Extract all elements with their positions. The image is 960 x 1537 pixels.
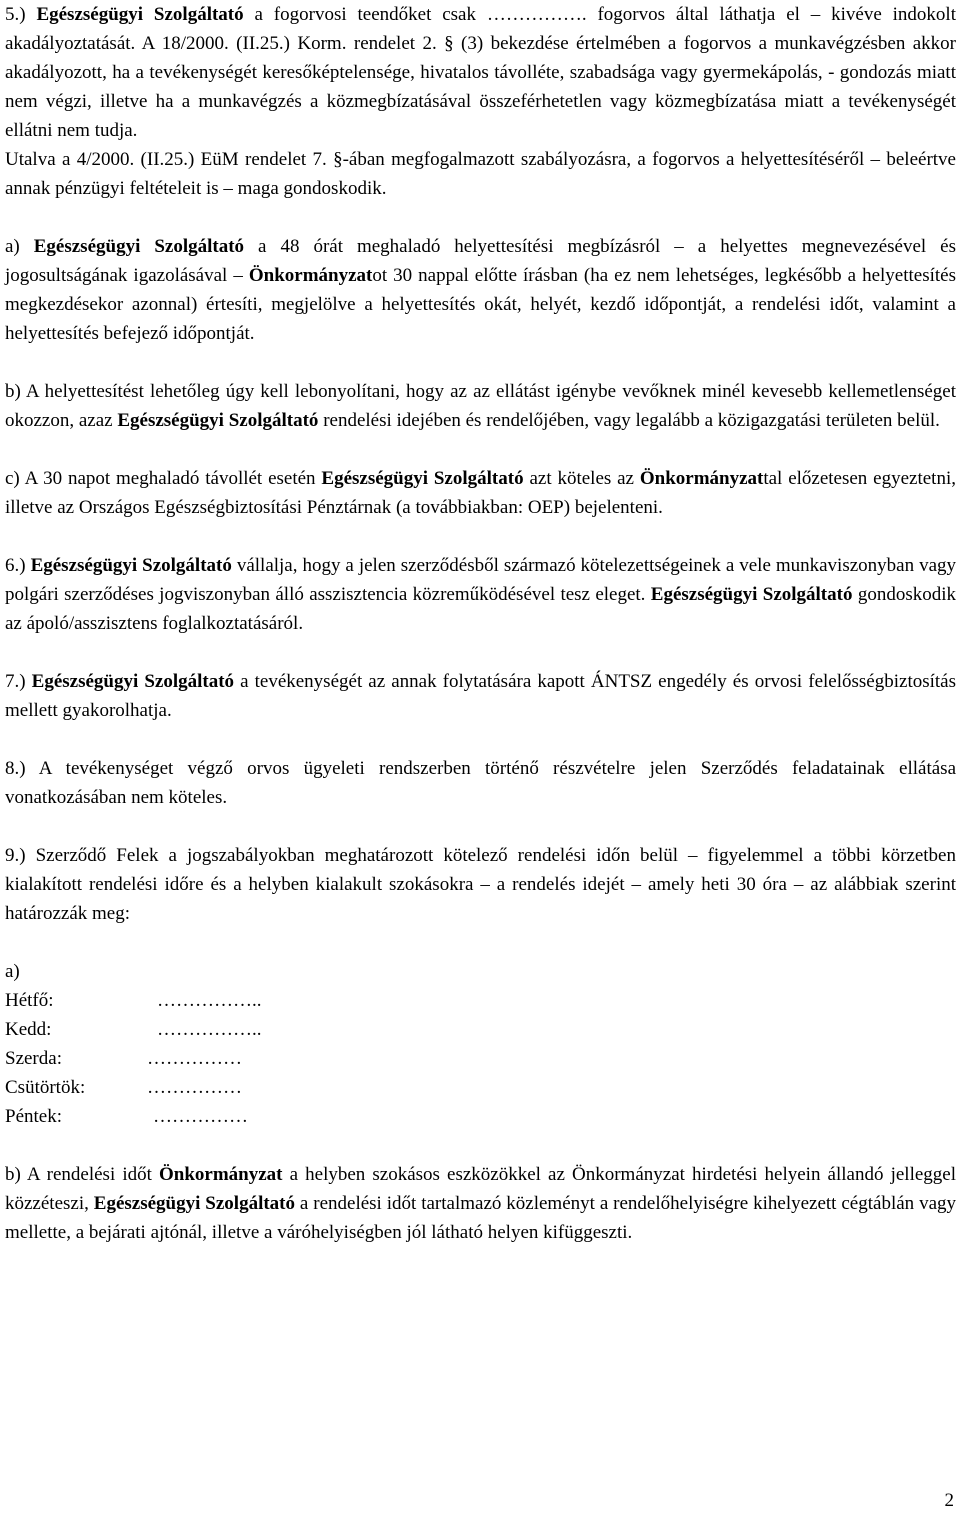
paragraph-5a — [5, 232, 956, 348]
text-run: 8.) A tevékenységet végző orvos ügyeleti rendszerben történő részvételre jelen Szerződés feladatainak ellátása vonatkozásában nem köteles. — [5, 758, 956, 808]
paragraph-5-reference — [5, 145, 956, 203]
text-run: 6.) — [5, 555, 31, 576]
text-run: a) — [5, 236, 34, 257]
schedule-day: Szerda: — [5, 1048, 62, 1069]
text-run: gondoskodik az ápoló/asszisztens foglalkoztatásáról. — [5, 584, 956, 634]
bold-term: Önkormányzat — [639, 468, 764, 489]
schedule-time-blank: …………….. — [157, 1019, 262, 1040]
text-run: c) A 30 napot meghaladó távollét esetén — [5, 468, 322, 489]
schedule-time-blank: …………… — [147, 1048, 242, 1069]
text-run: rendelési idejében és rendelőjében, vagy legalább a közigazgatási területen belül. — [318, 410, 940, 431]
paragraph-5c — [5, 464, 956, 522]
schedule-row — [5, 1102, 956, 1131]
schedule-time-blank: …………….. — [157, 990, 262, 1011]
bold-term: Egészségügyi Szolgáltató — [36, 4, 244, 25]
text-run: 9.) Szerződő Felek a jogszabályokban meghatározott kötelező rendelési időn belül – figyelemmel a többi körzetben kialakított rendelési időre és a helyben kialakult szokásokra – a rendelés idejét – amely heti 30 óra – az alábbiak szerint határozzák meg: — [5, 845, 956, 924]
bold-term: Egészségügyi Szolgáltató — [31, 671, 235, 692]
paragraph-7 — [5, 667, 956, 725]
schedule-row — [5, 1044, 956, 1073]
text-run: 5.) — [5, 4, 37, 25]
text-run: b) A helyettesítést lehetőleg úgy kell lebonyolítani, hogy az az ellátást igénybe vevőknek minél kevesebb kellemetlenséget okozzon, azaz — [5, 381, 956, 431]
paragraph-6 — [5, 551, 956, 638]
schedule-day: Péntek: — [5, 1106, 62, 1127]
text-run: Utalva a 4/2000. (II.25.) EüM rendelet 7. §-ában megfogalmazott szabályozásra, a fogorvos a helyettesítéséről – beleértve annak pénzügyi feltételeit is – maga gondoskodik. — [5, 149, 956, 199]
schedule-time-blank: …………… — [153, 1106, 248, 1127]
text-run: 7.) — [5, 671, 32, 692]
schedule-day: Hétfő: — [5, 990, 54, 1011]
bold-term: Egészségügyi Szolgáltató — [650, 584, 853, 605]
schedule-row — [5, 1015, 956, 1044]
text-run: a helyben szokásos eszközökkel az Önkormányzat hirdetési helyein állandó jelleggel közzéteszi, — [5, 1164, 956, 1214]
text-run: azt köteles az — [523, 468, 640, 489]
page-number: 2 — [944, 1490, 954, 1511]
schedule-day: Csütörtök: — [5, 1077, 86, 1098]
schedule-list — [5, 986, 956, 1131]
bold-term: Önkormányzat — [248, 265, 373, 286]
paragraph-8 — [5, 754, 956, 812]
schedule-time-blank: …………… — [147, 1077, 242, 1098]
text-run: a fogorvosi teendőket csak ……………. fogorvos által láthatja el – kivéve indokolt akadályoztatását. A 18/2000. (II.25.) Korm. rendelet 2. § (3) bekezdése értelmében a fogorvos a munkavégzésben akkor akadályozott, ha a tevékenységét keresőképtelensége, hivatalos távolléte, szabadsága vagy gyermekápolás, - gondozás miatt nem végzi, illetve ha a munkavégzés a közmegbízatásával összeférhetetlen vagy közmegbízatása miatt a tevékenységét ellátni nem tudja. — [5, 4, 956, 141]
text-run: a tevékenységét az annak folytatására kapott ÁNTSZ engedély és orvosi felelősségbiztosítás mellett gyakorolhatja. — [5, 671, 957, 721]
bold-term: Egészségügyi Szolgáltató — [117, 410, 319, 431]
paragraph-9b — [5, 1160, 956, 1247]
schedule-row — [5, 1073, 956, 1102]
bold-term: Egészségügyi Szolgáltató — [33, 236, 245, 257]
text-run: vállalja, hogy a jelen szerződésből származó kötelezettségeinek a vele munkaviszonyban vagy polgári szerződéses jogviszonyban álló asszisztencia közreműködésével tesz eleget. — [5, 555, 957, 605]
text-run: tal előzetesen egyeztetni, illetve az Országos Egészségbiztosítási Pénztárnak (a továbbiakban: OEP) bejelenteni. — [5, 468, 956, 518]
paragraph-5 — [5, 0, 956, 145]
schedule-label: a) — [5, 961, 20, 982]
bold-term: Egészségügyi Szolgáltató — [321, 468, 524, 489]
paragraph-5b — [5, 377, 956, 435]
document-page — [5, 0, 956, 1247]
text-run: ot 30 nappal előtte írásban (ha ez nem lehetséges, legkésőbb a helyettesítés megkezdésekor azonnal) értesíti, megjelölve a helyettesítés okát, helyét, kezdő időpontját, a rendelési időt, valamint a helyettesítés befejező időpontját. — [5, 265, 957, 344]
text-run: b) A rendelési időt — [5, 1164, 159, 1185]
bold-term: Egészségügyi Szolgáltató — [93, 1193, 296, 1214]
text-run: a 48 órát meghaladó helyettesítési megbízásról – a helyettes megnevezésével és jogosultságának igazolásával – — [5, 236, 957, 286]
paragraph-9 — [5, 841, 956, 928]
bold-term: Önkormányzat — [159, 1164, 283, 1185]
schedule-row — [5, 986, 956, 1015]
schedule-day: Kedd: — [5, 1019, 52, 1040]
text-run: a rendelési időt tartalmazó közleményt a rendelőhelyiségre kihelyezett cégtáblán vagy mellette, a bejárati ajtónál, illetve a váróhelyiségben jól látható helyen kifüggeszti. — [5, 1193, 956, 1243]
bold-term: Egészségügyi Szolgáltató — [30, 555, 232, 576]
